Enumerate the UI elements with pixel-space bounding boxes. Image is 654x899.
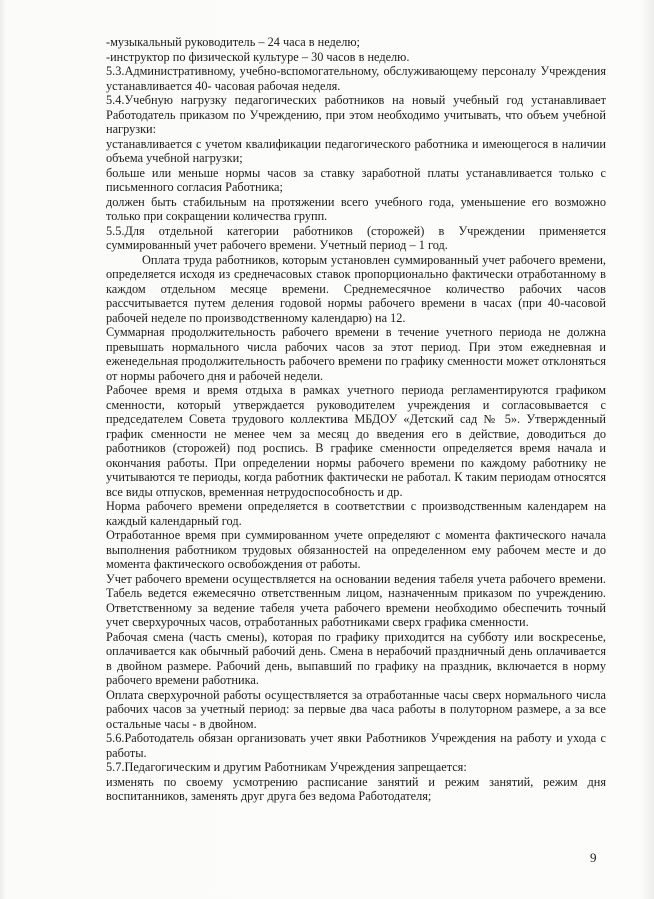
paragraph: 5.7.Педагогическим и другим Работникам Учреждения запрещается: bbox=[106, 760, 467, 774]
paragraph: Отработанное время при суммированном учете определяют с момента фактического начала выполнения работником трудовых обязанностей на определенном ему рабочем месте и до момента фактического освобождения от работы. bbox=[106, 528, 606, 571]
paragraph: устанавливается с учетом квалификации педагогического работника и имеющегося в наличии объема учебной нагрузки; bbox=[106, 136, 606, 165]
paragraph: Оплата труда работников, которым установлен суммированный учет рабочего времени, определяется исходя из среднечасовых ставок пропорционально фактически отработанному в каждом отдельном месяце времени. Среднемесячное количество рабочих часов рассчитывается путем деления годовой нормы рабочего времени в часах (при 40-часовой рабочей неделе по производственному календарю) на 12. bbox=[106, 252, 606, 325]
paragraph: Норма рабочего времени определяется в соответствии с производственным календарем на каждый календарный год. bbox=[106, 499, 606, 528]
paragraph: Оплата сверхурочной работы осуществляется за отработанные часы сверх нормального числа рабочих часов за учетный период: за первые два часа работы в полуторном размере, а за все остальные часы - в двойном. bbox=[106, 687, 606, 731]
paragraph: больше или меньше нормы часов за ставку заработной платы устанавливается только с письменного согласия Работника; bbox=[106, 165, 606, 194]
page-number: 9 bbox=[590, 850, 597, 865]
paragraph: должен быть стабильным на протяжении всего учебного года, уменьшение его возможно только при сокращении количества групп. bbox=[106, 194, 606, 223]
paragraph: -музыкальный руководитель – 24 часа в неделю; bbox=[106, 35, 360, 49]
paragraph: Учет рабочего времени осуществляется на основании ведения табеля учета рабочего времени. Табель ведется ежемесячно ответственным лицом, назначенным приказом по учреждению. Ответственному за ведение табеля учета рабочего времени необходимо обеспечить точный учет сверхурочных часов, отработанных работниками сверх графика сменности. bbox=[106, 571, 606, 629]
paragraph: Рабочее время и время отдыха в рамках учетного периода регламентируются графиком сменности, который утверждается руководителем учреждения и согласовывается с председателем Совета трудового коллектива МБДОУ «Детский сад № 5». Утвержденный график сменности не менее чем за месяц до введения его в действие, доводиться до работников (сторожей) под роспись. В графике сменности определяется время начала и окончания работы. При определении нормы рабочего времени по каждому работнику не учитываются те периоды, когда работник фактически не работал. К таким периодам относятся все виды отпусков, временная нетрудоспособность и др. bbox=[106, 383, 606, 499]
paragraph: -инструктор по физической культуре – 30 часов в неделю. bbox=[106, 49, 410, 64]
paragraph: 5.5.Для отдельной категории работников (сторожей) в Учреждении применяется суммированный учет рабочего времени. Учетный период – 1 год. bbox=[106, 223, 606, 252]
paragraph: 5.6.Работодатель обязан организовать учет явки Работников Учреждения на работу и ухода с работы. bbox=[106, 731, 606, 760]
paragraph: Рабочая смена (часть смены), которая по графику приходится на субботу или воскресенье, оплачивается как обычный рабочий день. Смена в нерабочий праздничный день оплачивается в двойном размере. Рабочий день, выпавший по графику на праздник, включается в норму рабочего времени работника. bbox=[106, 629, 606, 687]
paragraph: изменять по своему усмотрению расписание занятий и режим занятий, режим дня воспитанников, заменять друг друга без ведома Работодателя; bbox=[106, 774, 606, 803]
paragraph: 5.4.Учебную нагрузку педагогических работников на новый учебный год устанавливает Работодатель приказом по Учреждению, при этом необходимо учитывать, что объем учебной нагрузки: bbox=[106, 93, 606, 136]
paragraph: Суммарная продолжительность рабочего времени в течение учетного периода не должна превышать нормального числа рабочих часов за этот период. При этом ежедневная и еженедельная продолжительность рабочего времени по графику сменности может отклоняться от нормы рабочего дня и рабочей недели. bbox=[106, 325, 606, 383]
document-body bbox=[106, 35, 606, 804]
paragraph: 5.3.Административному, учебно-вспомогательному, обслуживающему персоналу Учреждения устанавливается 40- часовая рабочая неделя. bbox=[106, 64, 606, 93]
